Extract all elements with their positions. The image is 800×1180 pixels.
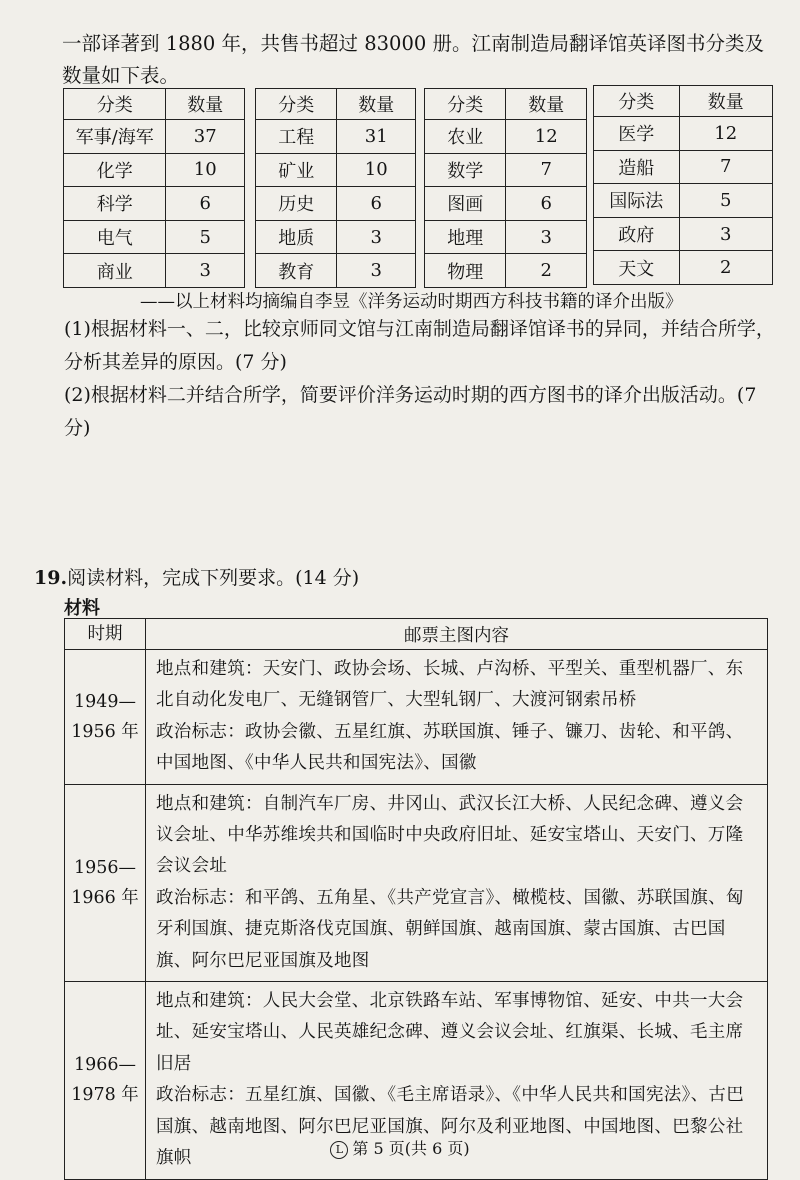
period-end: 1966 年 — [71, 887, 139, 908]
table-row — [425, 220, 587, 254]
category-cell: 商业 — [64, 254, 166, 288]
count-cell: 3 — [166, 254, 245, 288]
table-header-count: 数量 — [337, 89, 416, 120]
count-cell: 10 — [337, 153, 416, 187]
material-label: 材料 — [64, 598, 100, 619]
category-cell: 数学 — [425, 153, 506, 187]
page-number: 第 5 页(共 6 页) — [352, 1139, 470, 1158]
places-text: 地点和建筑：天安门、政协会场、长城、卢沟桥、平型关、重型机器厂、东北自动化发电厂、无缝钢管厂、大型轧钢厂、大渡河钢索吊桥 — [156, 659, 744, 711]
symbols-text: 政治标志：五星红旗、国徽、《毛主席语录》、《中华人民共和国宪法》、古巴国旗、越南地图、阿尔巴尼亚国旗、阿尔及利亚地图、中国地图、巴黎公社旗帜 — [156, 1085, 744, 1169]
period-start: 1949— — [73, 691, 137, 712]
category-cell: 科学 — [64, 187, 166, 221]
count-cell: 31 — [337, 120, 416, 154]
category-cell: 国际法 — [594, 184, 680, 218]
table-row — [64, 254, 245, 288]
header-period: 时期 — [65, 619, 146, 650]
count-cell: 6 — [506, 187, 587, 221]
period-start: 1966— — [73, 1055, 137, 1076]
count-cell: 3 — [679, 217, 773, 251]
symbols-text: 政治标志：和平鸽、五角星、《共产党宣言》、橄榄枝、国徽、苏联国旗、匈牙利国旗、捷克斯洛伐克国旗、朝鲜国旗、越南国旗、蒙古国旗、古巴国旗、阿尔巴尼亚国旗及地图 — [156, 887, 744, 971]
intro-line-1: 一部译著到 1880 年，共售书超过 83000 册。江南制造局翻译馆英译图书分类及 — [62, 32, 764, 55]
category-cell: 军事/海军 — [64, 120, 166, 154]
source-citation: ——以上材料均摘编自李昱《洋务运动时期西方科技书籍的译介出版》 — [140, 292, 683, 312]
period-cell — [65, 650, 146, 785]
category-cell: 电气 — [64, 220, 166, 254]
table-row — [256, 187, 416, 221]
period-end: 1978 年 — [71, 1085, 139, 1106]
period-start: 1956— — [73, 857, 137, 878]
table-row — [594, 150, 773, 184]
category-cell: 历史 — [256, 187, 337, 221]
count-cell: 2 — [679, 251, 773, 285]
count-cell: 5 — [166, 220, 245, 254]
question-number: 19. — [34, 567, 68, 589]
symbols-text: 政治标志：政协会徽、五星红旗、苏联国旗、锤子、镰刀、齿轮、和平鸽、中国地图、《中华人民共和国宪法》、国徽 — [156, 721, 744, 774]
count-cell: 12 — [506, 120, 587, 154]
table-row — [65, 784, 768, 981]
category-cell: 医学 — [594, 117, 680, 151]
places-text: 地点和建筑：自制汽车厂房、井冈山、武汉长江大桥、人民纪念碑、遵义会议会址、中华苏维埃共和国临时中央政府旧址、延安宝塔山、天安门、万隆会议会址 — [156, 793, 744, 877]
count-cell: 2 — [506, 254, 587, 288]
category-cell: 地质 — [256, 220, 337, 254]
intro-paragraph — [62, 28, 782, 92]
table-row — [594, 217, 773, 251]
table-row — [425, 187, 587, 221]
table-header-category: 分类 — [425, 89, 506, 120]
table-row — [64, 120, 245, 154]
category-cell: 教育 — [256, 254, 337, 288]
book-table-group-3 — [424, 88, 587, 288]
table-header-count: 数量 — [679, 86, 773, 117]
table-row — [425, 254, 587, 288]
period-cell — [65, 784, 146, 981]
count-cell: 7 — [506, 153, 587, 187]
category-cell: 天文 — [594, 251, 680, 285]
places-text: 地点和建筑：人民大会堂、北京铁路车站、军事博物馆、延安、中共一大会址、延安宝塔山、人民英雄纪念碑、遵义会议会址、红旗渠、长城、毛主席旧居 — [156, 991, 744, 1074]
table-header-count: 数量 — [506, 89, 587, 120]
count-cell: 12 — [679, 117, 773, 151]
category-cell: 农业 — [425, 120, 506, 154]
table-row — [256, 153, 416, 187]
table-row — [64, 153, 245, 187]
table-row — [256, 220, 416, 254]
count-cell: 10 — [166, 153, 245, 187]
question-18-1: (1)根据材料一、二，比较京师同文馆与江南制造局翻译馆译书的异同，并结合所学，分析其差异的原因。(7 分) — [64, 318, 775, 373]
table-row — [64, 220, 245, 254]
category-cell: 矿业 — [256, 153, 337, 187]
table-row — [256, 254, 416, 288]
page-footer — [0, 1136, 800, 1159]
category-cell: 物理 — [425, 254, 506, 288]
book-table-group-1 — [63, 88, 245, 288]
table-row — [594, 117, 773, 151]
count-cell: 3 — [337, 254, 416, 288]
category-cell: 地理 — [425, 220, 506, 254]
table-row — [425, 153, 587, 187]
stamp-content-cell — [146, 784, 768, 981]
table-row — [65, 650, 768, 785]
period-end: 1956 年 — [71, 721, 139, 742]
book-table-group-2 — [255, 88, 416, 288]
question-19-title — [34, 563, 359, 590]
table-header-category: 分类 — [256, 89, 337, 120]
table-header-count: 数量 — [166, 89, 245, 120]
table-header-category: 分类 — [64, 89, 166, 120]
table-row — [256, 120, 416, 154]
category-cell: 造船 — [594, 150, 680, 184]
stamp-content-table — [64, 618, 768, 1180]
count-cell: 6 — [166, 187, 245, 221]
category-cell: 政府 — [594, 217, 680, 251]
count-cell: 37 — [166, 120, 245, 154]
count-cell: 6 — [337, 187, 416, 221]
question-instruction: 阅读材料，完成下列要求。(14 分) — [67, 567, 360, 589]
category-cell: 工程 — [256, 120, 337, 154]
count-cell: 7 — [679, 150, 773, 184]
count-cell: 3 — [506, 220, 587, 254]
count-cell: 3 — [337, 220, 416, 254]
table-row — [425, 120, 587, 154]
intro-line-2: 数量如下表。 — [62, 64, 180, 87]
table-row — [64, 187, 245, 221]
table-row — [594, 184, 773, 218]
stamp-content-cell — [146, 650, 768, 785]
category-cell: 图画 — [425, 187, 506, 221]
header-stamp-content: 邮票主图内容 — [146, 619, 768, 650]
count-cell: 5 — [679, 184, 773, 218]
book-table-group-4 — [593, 85, 773, 285]
table-header-category: 分类 — [594, 86, 680, 117]
category-cell: 化学 — [64, 153, 166, 187]
exam-mark-icon: L — [330, 1141, 348, 1159]
table-row — [594, 251, 773, 285]
question-18-2: (2)根据材料二并结合所学，简要评价洋务运动时期的西方图书的译介出版活动。(7 分) — [64, 384, 757, 439]
